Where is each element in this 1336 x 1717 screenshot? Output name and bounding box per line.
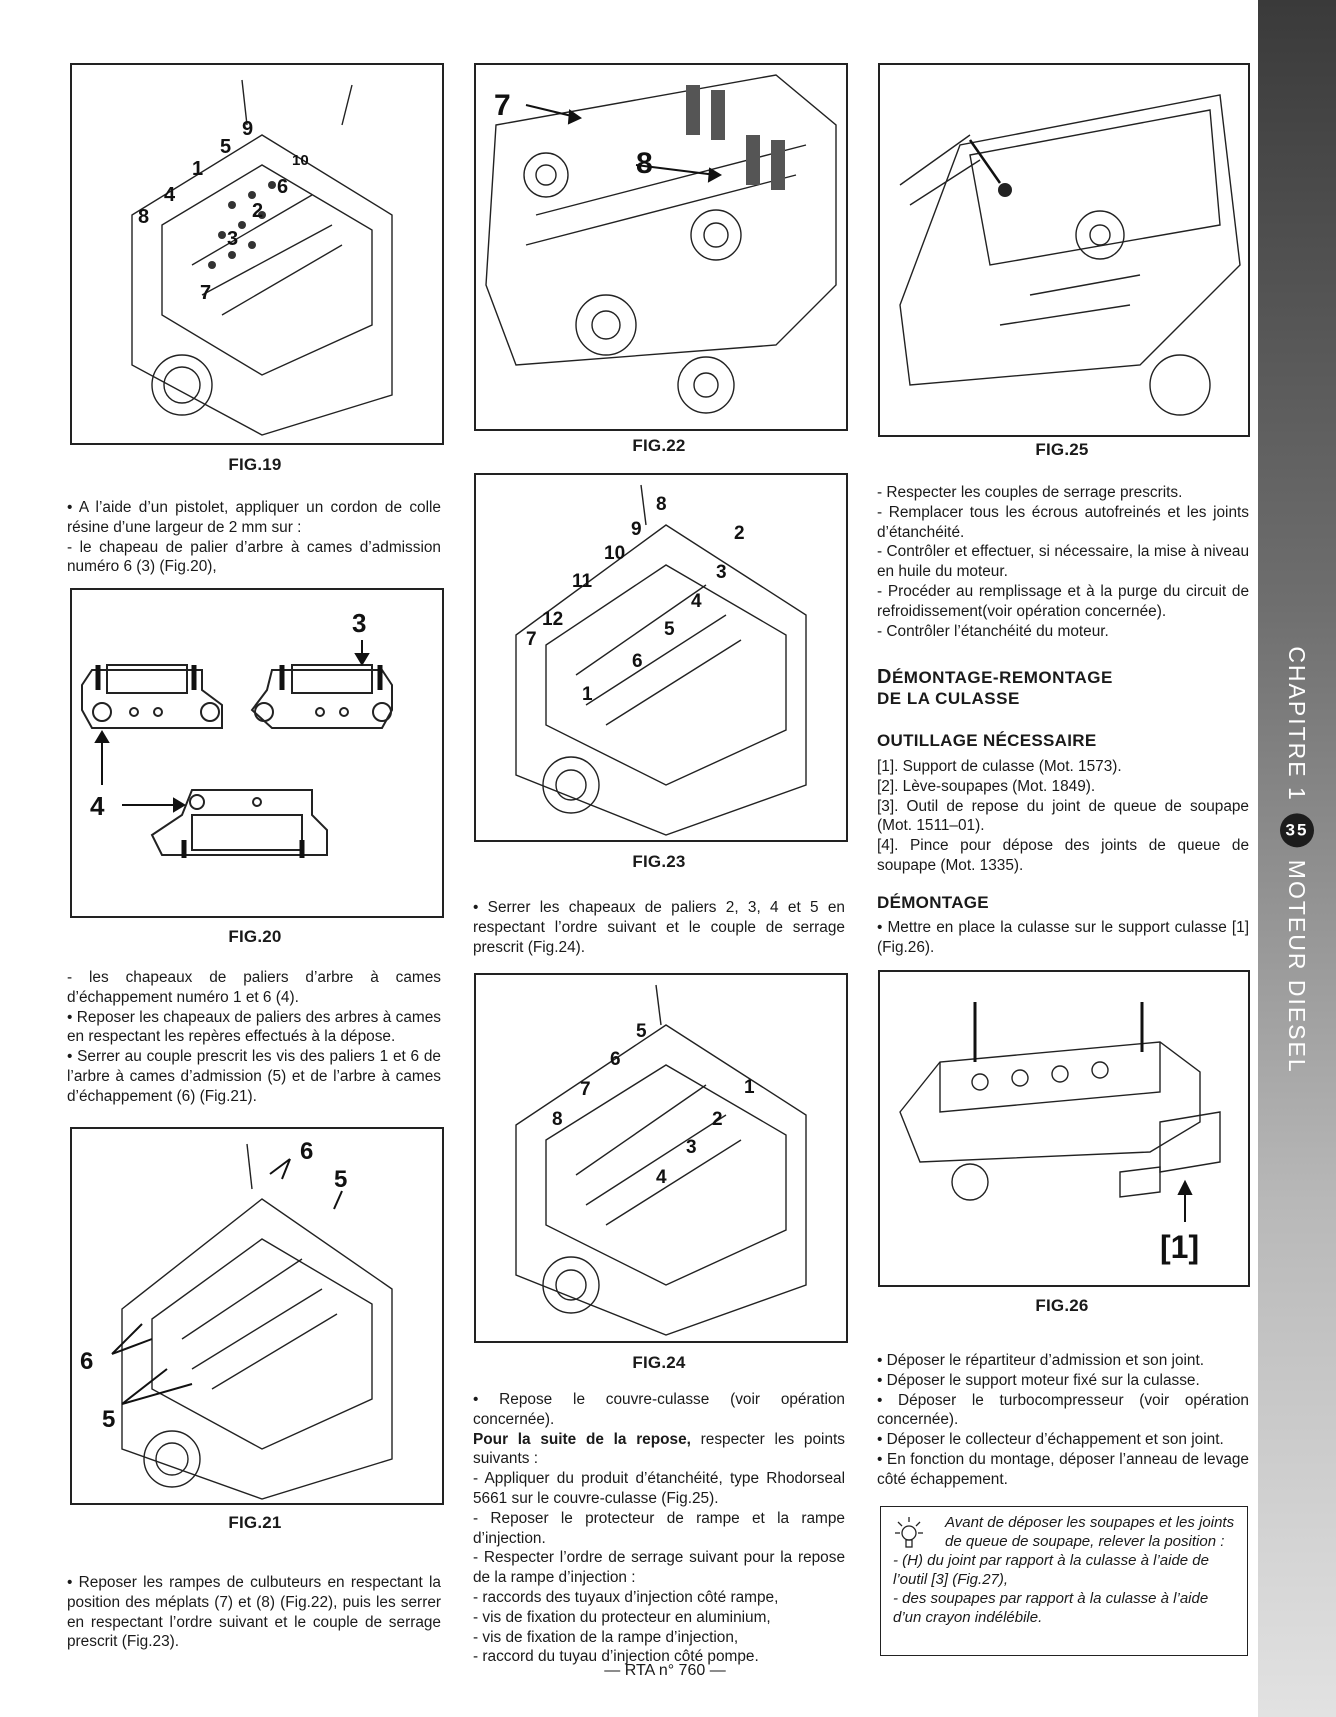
callout: 5 xyxy=(220,136,232,158)
fig-23-caption: FIG.23 xyxy=(632,852,686,871)
fig-22-caption: FIG.22 xyxy=(632,436,686,455)
callout: 7 xyxy=(200,282,212,304)
paragraph: - Contrôler et effectuer, si nécessaire, la mise à niveau en huile du moteur. xyxy=(877,543,1249,581)
paragraph: - Procéder au remplissage et à la purge du circuit de refroidissement(voir opération concernée). xyxy=(877,582,1249,620)
col2-text-a xyxy=(473,898,845,957)
tool-item: [3]. Outil de repose du joint de queue de soupape (Mot. 1511–01). xyxy=(877,797,1249,835)
demontage-title: DÉMONTAGE xyxy=(877,893,989,912)
paragraph: - raccords des tuyaux d’injection côté rampe, xyxy=(473,1588,779,1606)
callout: 7 xyxy=(526,629,537,650)
figure-22 xyxy=(474,63,848,431)
figure-21 xyxy=(70,1127,444,1505)
callout: 7 xyxy=(580,1079,591,1100)
paragraph: - Appliquer du produit d’étanchéité, type Rhodorseal 5661 sur le couvre-culasse (Fig.25). xyxy=(473,1470,845,1507)
callout: 10 xyxy=(604,543,626,564)
paragraph-rest: respecter les points suivants : xyxy=(473,1430,845,1468)
col3-text-b xyxy=(877,918,1249,958)
tool-item: [1]. Support de culasse (Mot. 1573). xyxy=(877,758,1122,775)
paragraph: - Reposer le protecteur de rampe et la rampe d’injection. xyxy=(473,1509,845,1547)
callout: 5 xyxy=(334,1166,348,1193)
callout: 4 xyxy=(164,184,176,206)
figure-19 xyxy=(70,63,444,445)
figure-24 xyxy=(474,973,848,1343)
callout: 4 xyxy=(691,591,702,612)
figure-25 xyxy=(878,63,1250,437)
rocker-ramp-illustration xyxy=(476,65,846,429)
paragraph: • Repose le couvre-culasse (voir opération concernée). xyxy=(473,1391,845,1428)
note-box xyxy=(880,1506,1248,1656)
paragraph: - les chapeaux de paliers d’arbre à cames d’échappement numéro 1 et 6 (4). xyxy=(67,969,441,1006)
col1-text-b xyxy=(67,968,441,1107)
col2-text-b xyxy=(473,1390,845,1667)
callout: 9 xyxy=(242,118,254,140)
paragraph: • A l’aide d’un pistolet, appliquer un cordon de colle résine d’une largeur de 2 mm sur : xyxy=(67,499,441,536)
chapter-title: CHAPITRE 1 xyxy=(1284,646,1311,802)
callout: 2 xyxy=(252,200,264,222)
fig-24-caption: FIG.24 xyxy=(632,1353,686,1372)
callout: 5 xyxy=(636,1021,647,1042)
col3-text-a xyxy=(877,483,1249,641)
bold-lead: Pour la suite de la repose, xyxy=(473,1430,691,1448)
paragraph: • Serrer les chapeaux de paliers 2, 3, 4 et 5 en respectant l’ordre suivant et le couple de serrage prescrit (Fig.24). xyxy=(473,899,845,956)
paragraph: • Serrer au couple prescrit les vis des paliers 1 et 6 de l’arbre à cames d’admission (5) et de l’arbre à cames d’échappement (6) (Fig.21). xyxy=(67,1048,441,1105)
fig-25-caption: FIG.25 xyxy=(1035,440,1089,459)
cylinder-head-cover-illustration xyxy=(880,65,1248,435)
figure-23 xyxy=(474,473,848,842)
tool-item: [4]. Pince pour dépose des joints de queue de soupape (Mot. 1335). xyxy=(877,837,1249,874)
callout: 7 xyxy=(494,89,511,122)
paragraph: - Contrôler l’étanchéité du moteur. xyxy=(877,622,1109,640)
callout: 5 xyxy=(664,619,675,640)
section-title-line1: ÉMONTAGE-REMONTAGE xyxy=(891,668,1113,687)
fig-19-caption: FIG.19 xyxy=(228,455,282,474)
callout: [1] xyxy=(1160,1229,1200,1265)
page-number-badge: 35 xyxy=(1280,814,1314,848)
bearing-cap-diagram xyxy=(72,590,442,916)
engine-illustration xyxy=(476,975,846,1341)
callout: 3 xyxy=(686,1137,697,1158)
tool-item: [2]. Lève-soupapes (Mot. 1849). xyxy=(877,777,1096,795)
callout: 9 xyxy=(631,519,642,540)
paragraph: • Reposer les chapeaux de paliers des arbres à cames en respectant les repères effectués à la dépose. xyxy=(67,1008,441,1046)
paragraph: - raccord du tuyau d’injection côté pompe. xyxy=(473,1648,759,1666)
callout: 11 xyxy=(572,571,593,592)
fig-26-caption: FIG.26 xyxy=(1035,1296,1089,1315)
note-paragraph: Avant de déposer les soupapes et les joints de queue de soupape, relever la position : xyxy=(945,1514,1235,1550)
callout: 6 xyxy=(632,651,643,672)
note-paragraph: - (H) du joint par rapport à la culasse à l’aide de l’outil [3] (Fig.27), xyxy=(893,1552,1209,1588)
callout: 8 xyxy=(552,1109,563,1130)
paragraph: • Déposer le support moteur fixé sur la culasse. xyxy=(877,1371,1200,1389)
paragraph: - Remplacer tous les écrous autofreinés et les joints d’étanchéité. xyxy=(877,503,1249,541)
page-footer: — RTA n° 760 — xyxy=(604,1662,726,1679)
callout: 1 xyxy=(582,684,593,705)
col3-text-c xyxy=(877,1351,1249,1490)
fig-21-caption: FIG.21 xyxy=(228,1513,282,1532)
section-title-line2: DE LA CULASSE xyxy=(877,689,1020,708)
figure-20 xyxy=(70,588,444,918)
fig-20-caption: FIG.20 xyxy=(228,927,282,946)
engine-illustration xyxy=(72,65,442,443)
callout: 8 xyxy=(656,494,667,515)
paragraph: • En fonction du montage, déposer l’anneau de levage côté échappement. xyxy=(877,1450,1249,1488)
paragraph: - le chapeau de palier d’arbre à cames d’admission numéro 6 (3) (Fig.20), xyxy=(67,538,441,576)
callout: 3 xyxy=(352,608,367,638)
figure-26 xyxy=(878,970,1250,1287)
note-paragraph: - des soupapes par rapport à la culasse à l’aide d’un crayon indélébile. xyxy=(893,1590,1209,1626)
section-title-cap: D xyxy=(877,666,892,688)
paragraph: • Déposer le turbocompresseur (voir opération concernée). xyxy=(877,1391,1249,1429)
callout: 8 xyxy=(636,147,653,180)
callout: 1 xyxy=(744,1077,755,1098)
chapter-label xyxy=(1280,646,1314,1073)
callout: 2 xyxy=(734,523,745,544)
callout: 4 xyxy=(90,791,105,821)
engine-illustration xyxy=(72,1129,442,1503)
cylinder-head-on-support-illustration xyxy=(880,972,1248,1285)
paragraph: • Déposer le répartiteur d’admission et son joint. xyxy=(877,1352,1205,1369)
callout: 10 xyxy=(292,152,309,169)
paragraph: - Respecter les couples de serrage prescrits. xyxy=(877,484,1183,501)
paragraph: • Mettre en place la culasse sur le support culasse [1] (Fig.26). xyxy=(877,919,1249,956)
paragraph: - vis de fixation de la rampe d’injection, xyxy=(473,1628,739,1646)
callout: 5 xyxy=(102,1406,116,1433)
paragraph: • Déposer le collecteur d’échappement et son joint. xyxy=(877,1431,1224,1449)
callout: 1 xyxy=(192,158,204,180)
callout: 6 xyxy=(277,176,289,198)
callout: 12 xyxy=(542,609,564,630)
engine-illustration xyxy=(476,475,846,840)
callout: 8 xyxy=(138,206,150,228)
note-text xyxy=(893,1513,1237,1627)
paragraph: - Respecter l’ordre de serrage suivant pour la repose de la rampe d’injection : xyxy=(473,1549,845,1587)
tools-list xyxy=(877,757,1249,876)
section-title xyxy=(877,666,1249,709)
tools-title: OUTILLAGE NÉCESSAIRE xyxy=(877,731,1097,750)
col1-text-a xyxy=(67,498,441,577)
callout: 6 xyxy=(80,1348,94,1375)
callout: 4 xyxy=(656,1167,667,1188)
callout: 6 xyxy=(610,1049,621,1070)
callout: 2 xyxy=(712,1109,723,1130)
callout: 3 xyxy=(716,562,727,583)
callout: 3 xyxy=(227,228,239,250)
section-name: MOTEUR DIESEL xyxy=(1284,859,1311,1074)
col1-text-c xyxy=(67,1573,441,1652)
callout: 6 xyxy=(300,1138,314,1165)
paragraph: - vis de fixation du protecteur en aluminium, xyxy=(473,1608,771,1626)
paragraph: • Reposer les rampes de culbuteurs en respectant la position des méplats (7) et (8) (Fig.22), puis les serrer en respectant l’ordre suivant et le couple de serrage prescrit (Fig.23). xyxy=(67,1574,441,1651)
